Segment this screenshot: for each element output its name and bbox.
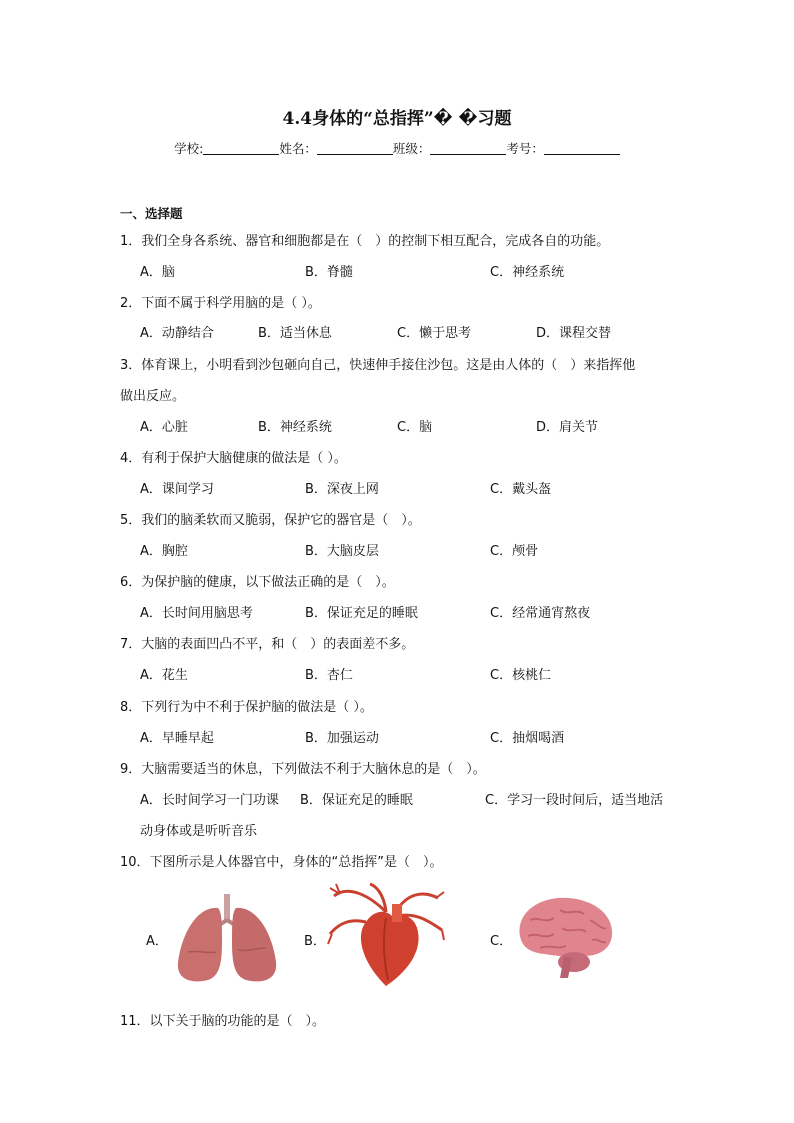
question-3-line-2: 做出反应。 [120, 389, 186, 404]
q5-option-a[interactable]: A．胸腔 [140, 544, 188, 559]
section-heading: 一、选择题 [120, 206, 183, 221]
q9-option-b[interactable]: B．保证充足的睡眠 [300, 793, 413, 808]
question-5: 5．我们的脑柔软而又脆弱，保护它的器官是（ ）。 [120, 513, 421, 528]
q8-option-a[interactable]: A．早睡早起 [140, 731, 214, 746]
q9-option-c[interactable]: C．学习一段时间后，适当地活 [485, 793, 664, 808]
left-lung [178, 908, 222, 982]
q8-option-b[interactable]: B．加强运动 [305, 731, 379, 746]
brain-hemisphere [520, 898, 613, 957]
q10-option-a-label[interactable]: A． [146, 934, 168, 949]
question-11: 11．以下关于脑的功能的是（ ）。 [120, 1014, 326, 1029]
q3-option-a[interactable]: A．心脏 [140, 420, 188, 435]
school-label: 学校: [174, 141, 204, 156]
q9-option-a[interactable]: A．长时间学习一门功课 [140, 793, 279, 808]
school-blank[interactable] [203, 142, 279, 155]
q5-option-b[interactable]: B．大脑皮层 [305, 544, 379, 559]
q2-option-d[interactable]: D．课程交替 [536, 326, 612, 341]
q10-option-c-label[interactable]: C． [490, 934, 513, 949]
q5-option-c[interactable]: C．颅骨 [490, 544, 539, 559]
brain-image[interactable] [510, 890, 620, 982]
q10-option-b-label[interactable]: B． [304, 934, 326, 949]
q4-option-c[interactable]: C．戴头盔 [490, 482, 552, 497]
q3-option-c[interactable]: C．脑 [397, 420, 433, 435]
question-7: 7．大脑的表面凹凸不平，和（ ）的表面差不多。 [120, 637, 415, 652]
q1-option-a[interactable]: A．脑 [140, 265, 175, 280]
q4-option-a[interactable]: A．课间学习 [140, 482, 214, 497]
q9-option-c-continuation: 动身体或是听听音乐 [140, 824, 258, 839]
q7-option-c[interactable]: C．核桃仁 [490, 668, 552, 683]
class-label: 班级： [392, 141, 431, 156]
class-blank[interactable] [430, 142, 506, 155]
q6-option-b[interactable]: B．保证充足的睡眠 [305, 606, 418, 621]
q3-option-d[interactable]: D．肩关节 [536, 420, 599, 435]
heart-body [361, 912, 419, 986]
question-9: 9．大脑需要适当的休息，下列做法不利于大脑休息的是（ ）。 [120, 762, 486, 777]
question-1: 1．我们全身各系统、器官和细胞都是在（ ）的控制下相互配合，完成各自的功能。 [120, 234, 610, 249]
question-6: 6．为保护脑的健康，以下做法正确的是（ ）。 [120, 575, 395, 590]
question-2: 2．下面不属于科学用脑的是（ ）。 [120, 296, 321, 311]
q1-option-b[interactable]: B．脊髓 [305, 265, 353, 280]
q2-option-c[interactable]: C．懒于思考 [397, 326, 472, 341]
id-label: 考号： [506, 141, 544, 156]
q1-option-c[interactable]: C．神经系统 [490, 265, 565, 280]
name-blank[interactable] [317, 142, 393, 155]
trachea [224, 894, 230, 922]
q3-option-b[interactable]: B．神经系统 [258, 420, 332, 435]
q2-option-b[interactable]: B．适当休息 [258, 326, 332, 341]
id-blank[interactable] [544, 142, 620, 155]
heart-image[interactable] [326, 882, 446, 994]
question-4: 4．有利于保护大脑健康的做法是（ ）。 [120, 451, 347, 466]
right-lung [232, 908, 276, 982]
q6-option-c[interactable]: C．经常通宵熬夜 [490, 606, 591, 621]
q7-option-b[interactable]: B．杏仁 [305, 668, 353, 683]
name-label: 姓名： [279, 141, 317, 156]
q7-option-a[interactable]: A．花生 [140, 668, 188, 683]
question-10: 10．下图所示是人体器官中，身体的“总指挥”是（ ）。 [120, 855, 443, 870]
q6-option-a[interactable]: A．长时间用脑思考 [140, 606, 253, 621]
question-8: 8．下列行为中不利于保护脑的做法是（ ）。 [120, 700, 373, 715]
page-title: 4.4身体的“总指挥”� �习题 [282, 109, 512, 129]
q2-option-a[interactable]: A．动静结合 [140, 326, 214, 341]
lung-image[interactable] [168, 892, 286, 988]
student-info-line [0, 139, 794, 157]
q8-option-c[interactable]: C．抽烟喝酒 [490, 731, 565, 746]
q4-option-b[interactable]: B．深夜上网 [305, 482, 379, 497]
question-3: 3．体育课上，小明看到沙包砸向自己，快速伸手接住沙包。这是由人体的（ ）来指挥他 [120, 358, 636, 373]
